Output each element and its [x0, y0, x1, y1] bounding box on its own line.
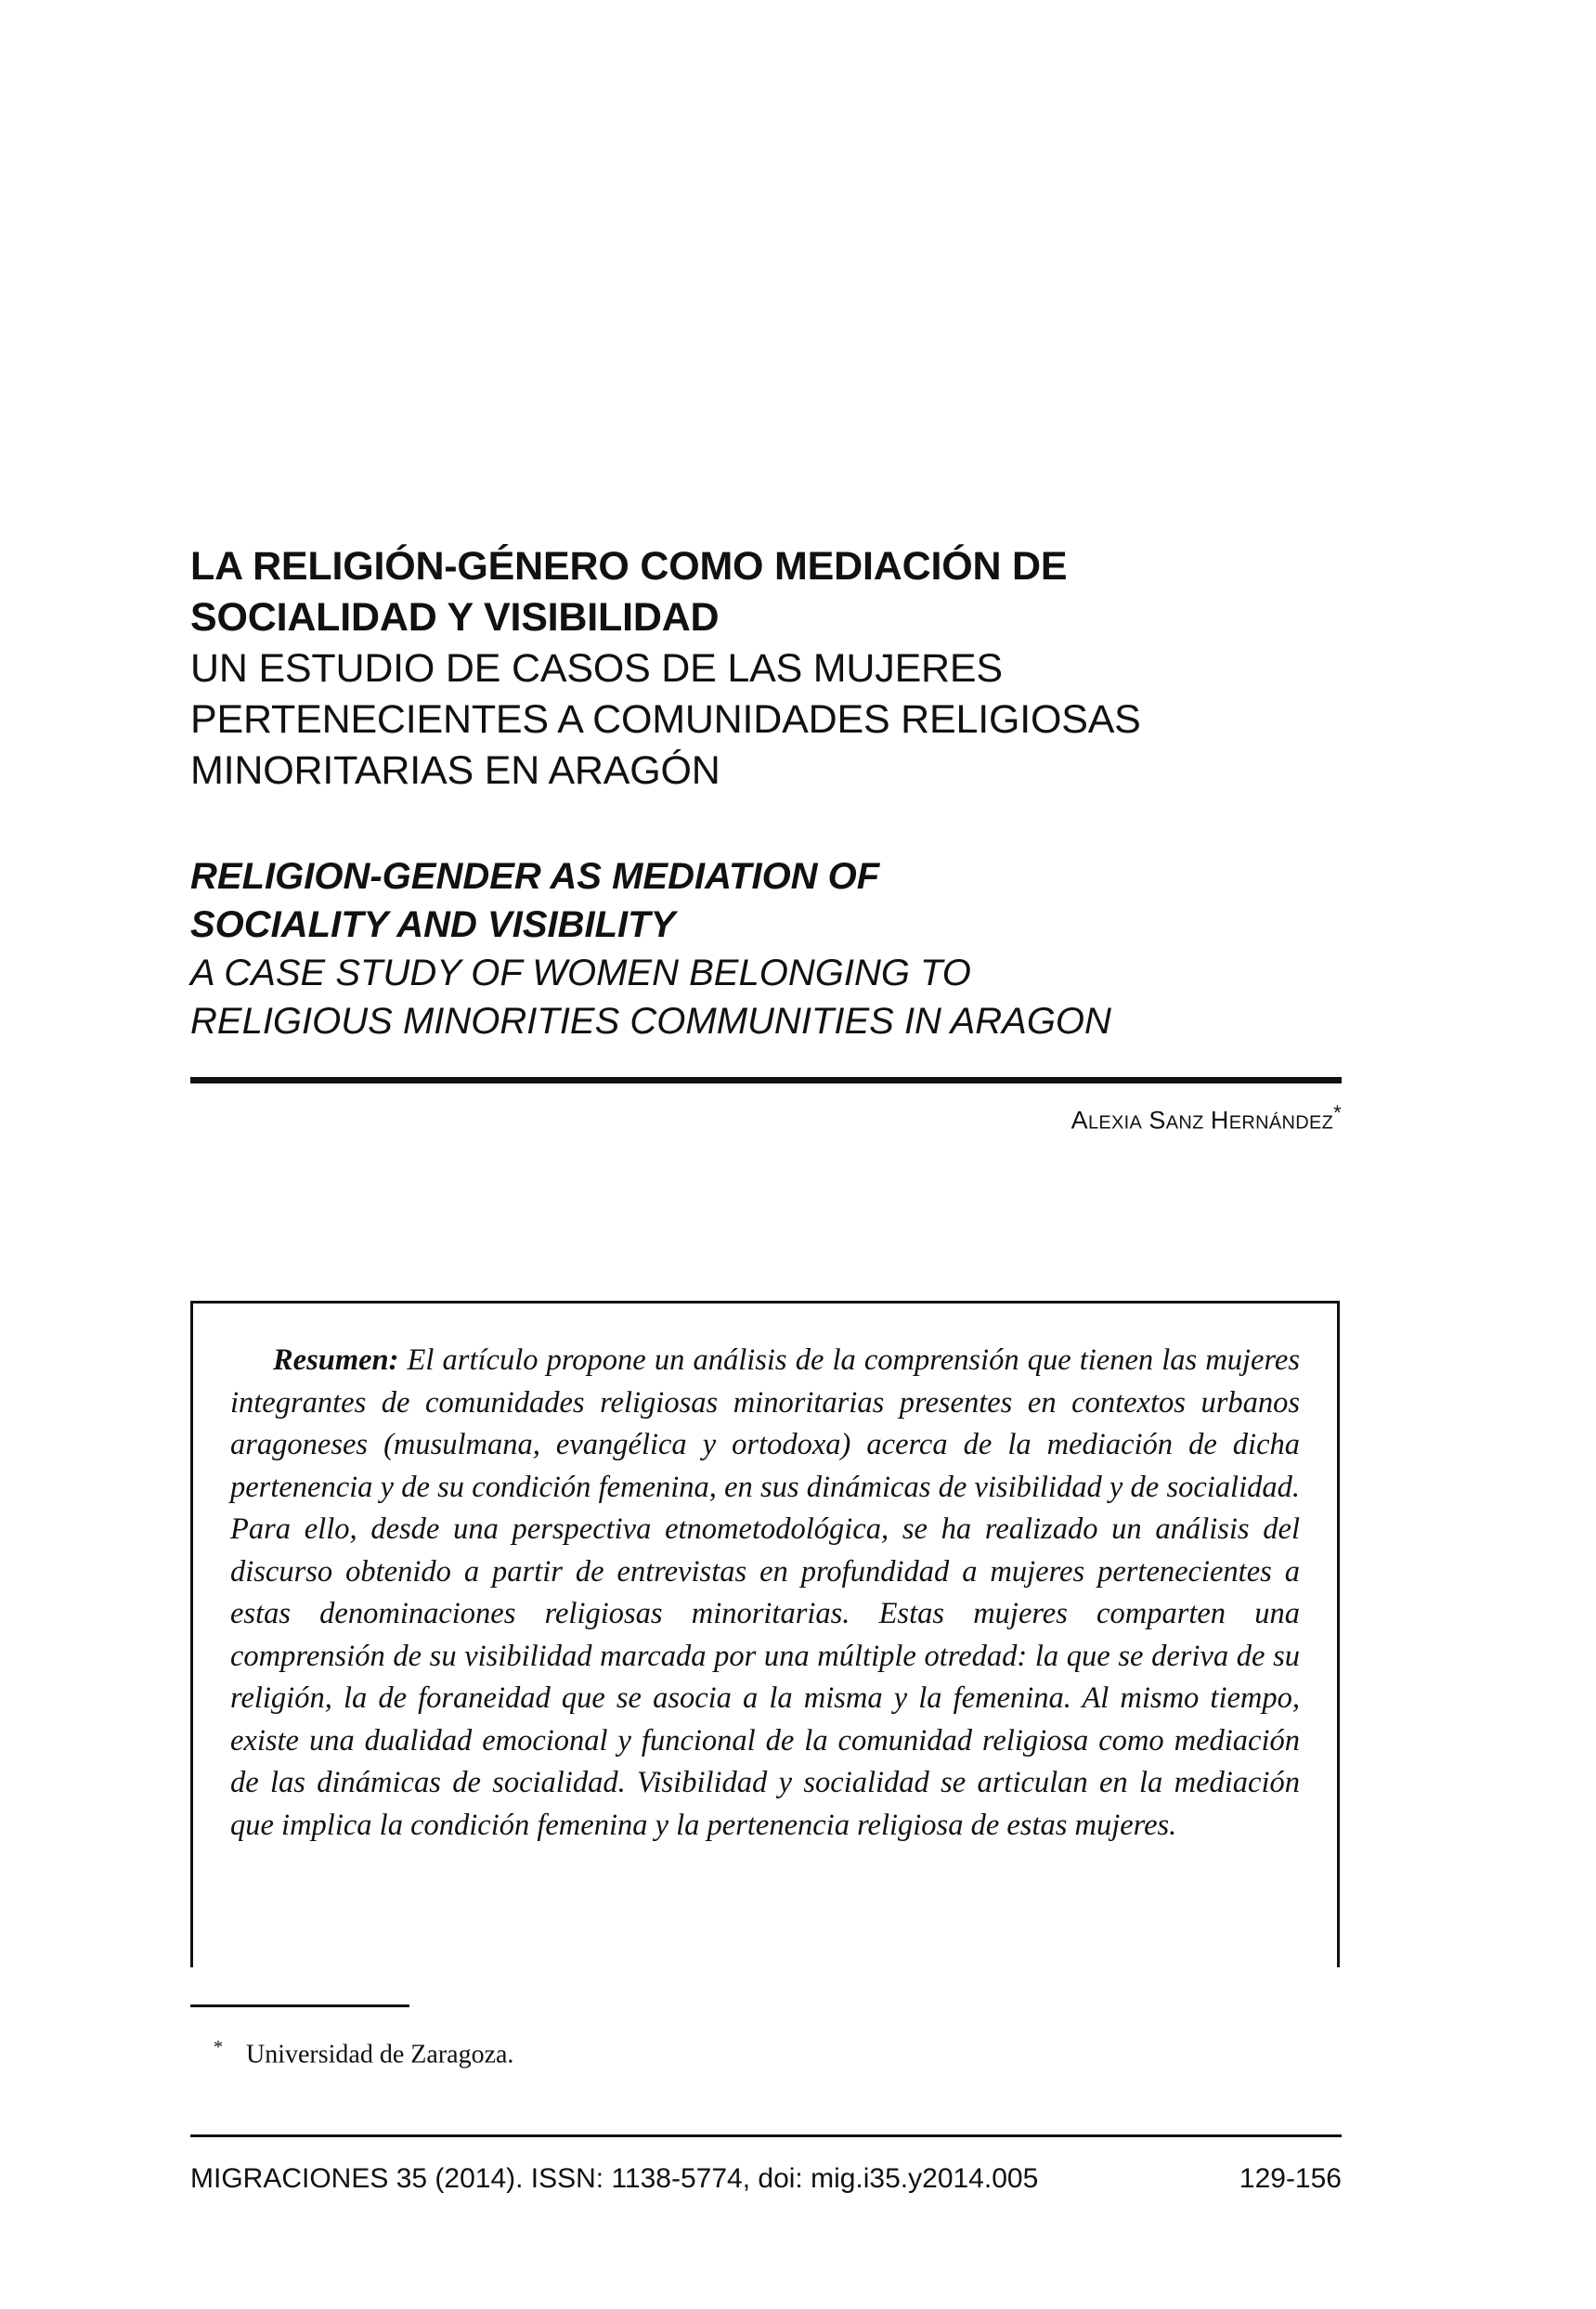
- footnote: [190, 2030, 1119, 2072]
- footer-page-range: 129-156: [1239, 2163, 1342, 2194]
- abstract-body: El artículo propone un análisis de la comprensión que tienen las mujeres integrantes de comunidades religiosas minoritarias presentes en contextos urbanos aragoneses (musulmana, evangélica y ortodoxa) acerca de la mediación de dicha pertenencia y de su condición femenina, en sus dinámicas de visibilidad y de socialidad. Para ello, desde una perspectiva etnometodológica, se ha realizado un análisis del discurso obtenido a partir de entrevistas en profundidad a mujeres pertenecientes a estas denominaciones religiosas minoritarias. Estas mujeres comparten una comprensión de su visibilidad marcada por una múltiple otredad: la que se deriva de su religión, la de foraneidad que se asocia a la misma y la femenina. Al mismo tiempo, existe una dualidad emocional y funcional de la comunidad religiosa como mediación de las dinámicas de socialidad. Visibilidad y socialidad se articulan en la mediación que implica la condición femenina y la pertenencia religiosa de estas mujeres.: [230, 1343, 1300, 1842]
- footnote-separator-rule: [190, 2004, 409, 2007]
- english-title-line-2: SOCIALITY AND VISIBILITY: [190, 904, 676, 945]
- spanish-title-line-1: LA RELIGIÓN-GÉNERO COMO MEDIACIÓN DE: [190, 544, 1068, 589]
- footer-separator-rule: [190, 2134, 1342, 2137]
- english-subtitle-line-2: RELIGIOUS MINORITIES COMMUNITIES IN ARAGON: [190, 1001, 1111, 1042]
- footer-source-citation: MIGRACIONES 35 (2014). ISSN: 1138-5774, doi: mig.i35.y2014.005: [190, 2163, 1039, 2194]
- spanish-title-line-2: SOCIALIDAD Y VISIBILIDAD: [190, 595, 720, 640]
- english-title: [190, 852, 1360, 1045]
- spanish-title: [190, 541, 1346, 797]
- abstract-paragraph: [230, 1340, 1300, 1847]
- author-middle-rest: ANZ: [1165, 1112, 1204, 1134]
- spanish-subtitle-line-3: MINORITARIAS EN ARAGÓN: [190, 748, 720, 793]
- author-first-initial: A: [1070, 1106, 1088, 1135]
- author-first-rest: LEXIA: [1087, 1112, 1143, 1134]
- footnote-marker: *: [214, 2037, 223, 2057]
- author-middle-initial: S: [1148, 1106, 1166, 1135]
- spanish-subtitle-line-1: UN ESTUDIO DE CASOS DE LAS MUJERES: [190, 646, 1003, 691]
- english-subtitle-line-1: A CASE STUDY OF WOMEN BELONGING TO: [190, 953, 971, 993]
- author-last-rest: ERNÁNDEZ: [1228, 1112, 1334, 1134]
- footnote-text: Universidad de Zaragoza.: [246, 2040, 514, 2069]
- spanish-subtitle-line-2: PERTENECIENTES A COMUNIDADES RELIGIOSAS: [190, 697, 1141, 742]
- abstract-label: Resumen:: [273, 1343, 399, 1377]
- author-last-initial: H: [1210, 1106, 1229, 1135]
- english-title-line-1: RELIGION-GENDER AS MEDIATION OF: [190, 856, 880, 897]
- page-footer: [190, 2163, 1342, 2195]
- author-byline: [190, 1101, 1342, 1135]
- title-divider-rule: [190, 1077, 1342, 1083]
- author-footnote-marker: *: [1333, 1101, 1342, 1124]
